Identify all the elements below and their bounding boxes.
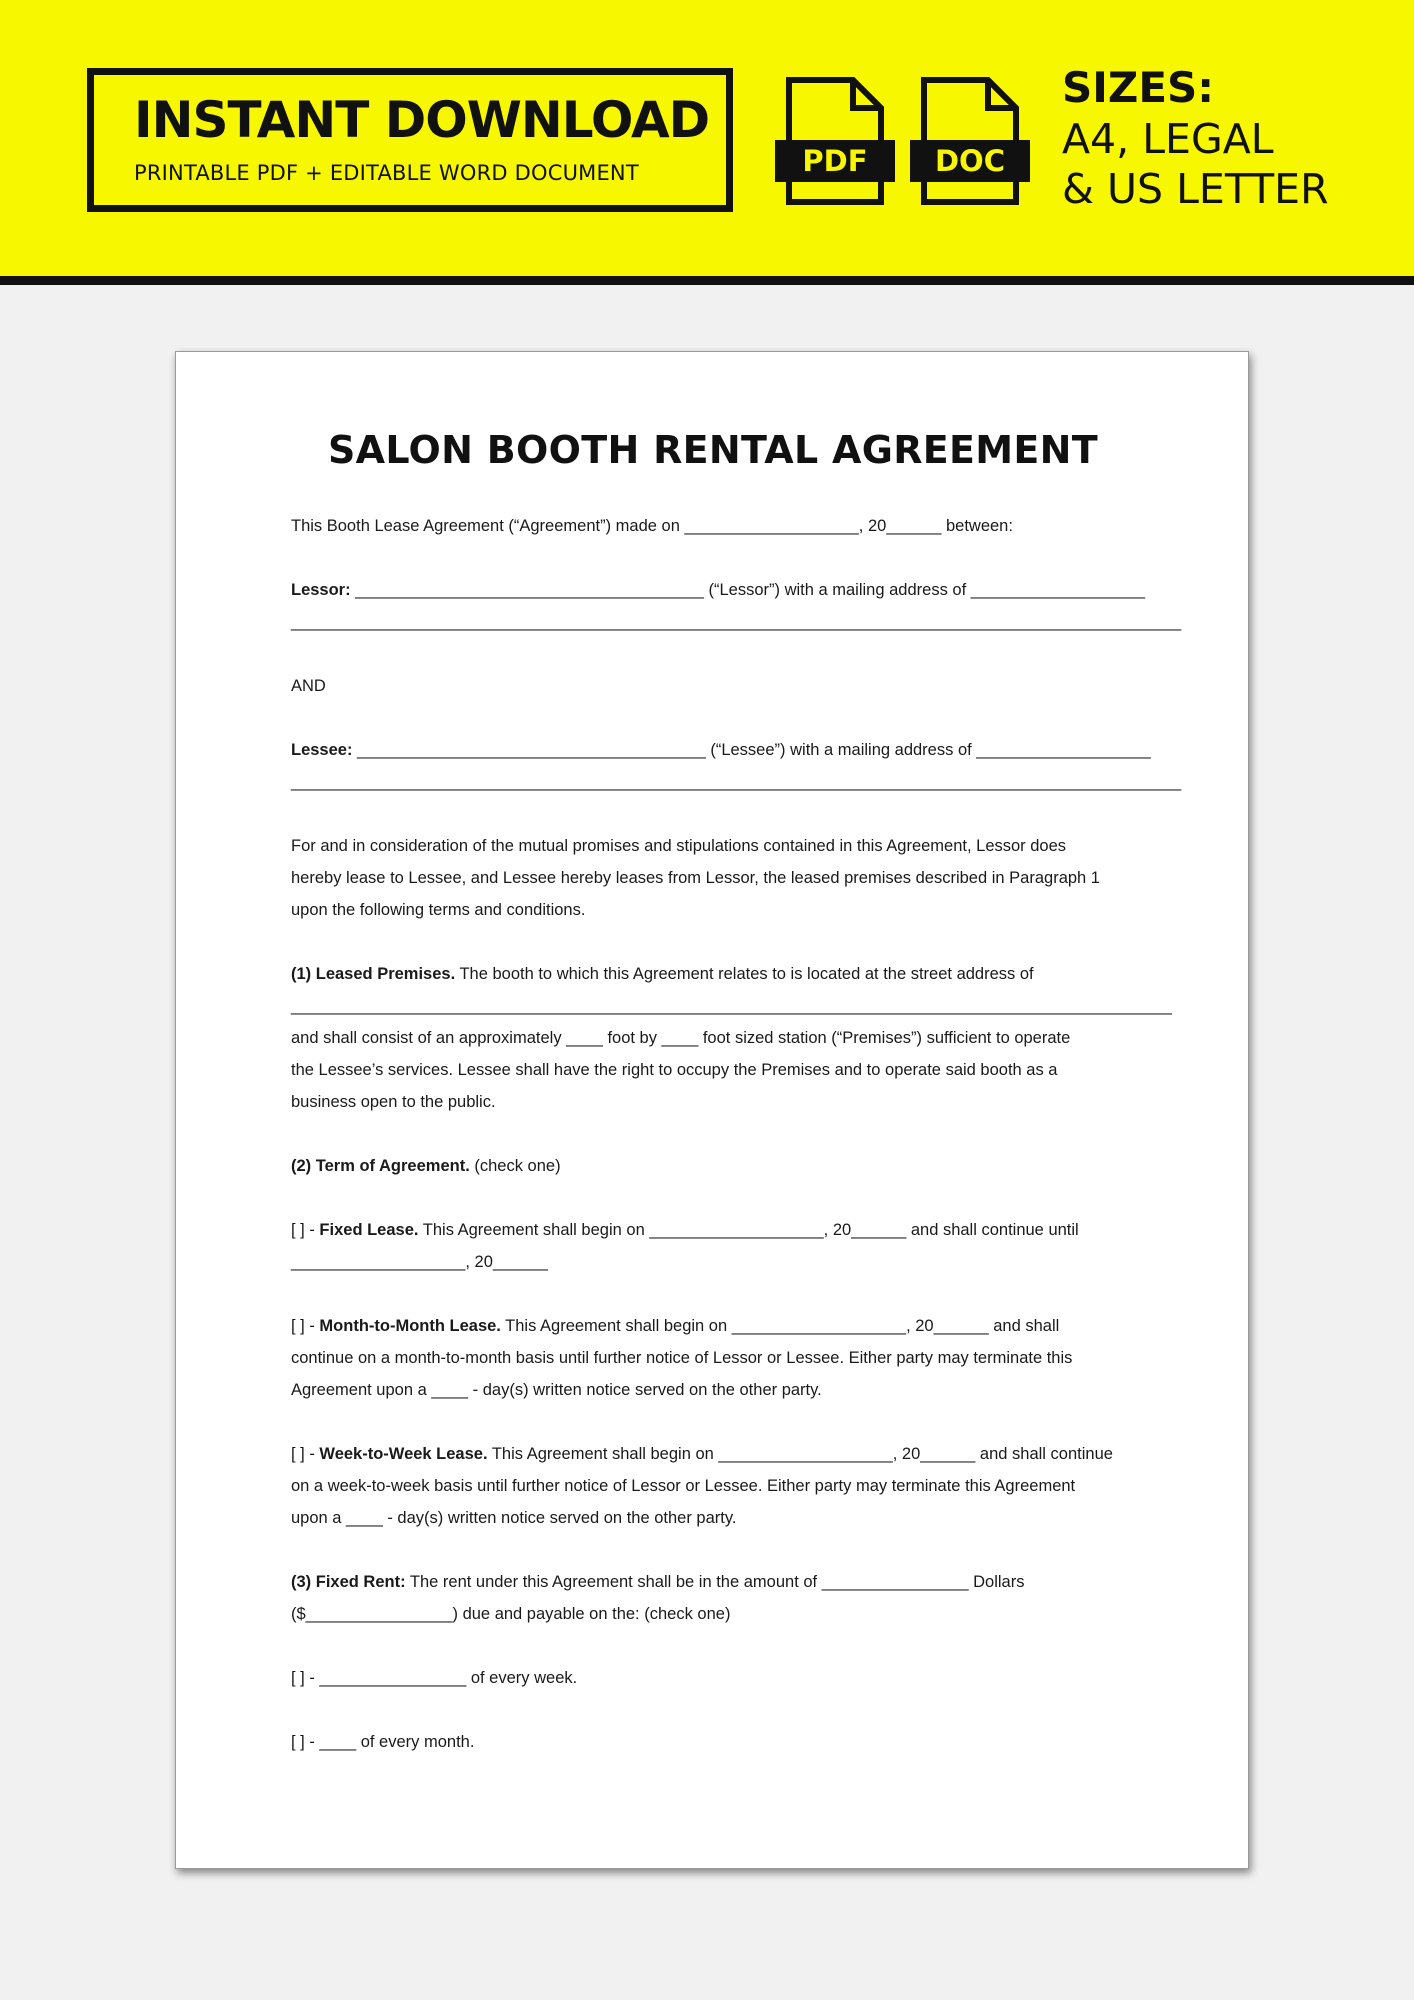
month-lease-option <box>291 1310 1151 1342</box>
section-1-text: The booth to which this Agreement relates to is located at the street address of <box>455 965 1034 983</box>
week-lease-text: This Agreement shall begin on ___________________, 20______ and shall continue <box>487 1445 1113 1463</box>
week-lease-option <box>291 1438 1151 1470</box>
document-page <box>175 351 1249 1869</box>
fixed-rent-heading <box>291 1566 1151 1598</box>
download-subtitle: PRINTABLE PDF + EDITABLE WORD DOCUMENT <box>134 161 639 185</box>
doc-file-icon <box>910 76 1030 206</box>
monthly-rent-option: [ ] - ____ of every month. <box>291 1733 475 1751</box>
document-title: SALON BOOTH RENTAL AGREEMENT <box>327 428 1098 472</box>
sizes-line-2: & US LETTER <box>1062 165 1329 213</box>
consideration-line: hereby lease to Lessee, and Lessee hereby leases from Lessor, the leased premises described in Paragraph 1 <box>291 869 1100 887</box>
lessor-line <box>291 574 1151 606</box>
sizes-info <box>1062 62 1329 214</box>
pdf-label: PDF <box>802 144 868 178</box>
lessee-line-2: _________________________________________________________________________________________________ <box>291 773 1182 791</box>
fixed-lease-option <box>291 1214 1151 1246</box>
week-lease-line: on a week-to-week basis until further notice of Lessor or Lessee. Either party may terminate this Agreement <box>291 1477 1076 1495</box>
lessee-line <box>291 734 1151 766</box>
week-lease-line: upon a ____ - day(s) written notice served on the other party. <box>291 1509 737 1527</box>
checkbox: [ ] - <box>291 1445 320 1463</box>
intro-line: This Booth Lease Agreement (“Agreement”) made on ___________________, 20______ between: <box>291 517 1013 535</box>
doc-label: DOC <box>934 144 1005 178</box>
download-title: INSTANT DOWNLOAD <box>134 91 710 149</box>
lessor-label: Lessor: <box>291 581 351 599</box>
month-lease-label: Month-to-Month Lease. <box>319 1317 501 1335</box>
month-lease-line: Agreement upon a ____ - day(s) written notice served on the other party. <box>291 1381 822 1399</box>
checkbox: [ ] - <box>291 1317 320 1335</box>
consideration-line: upon the following terms and conditions. <box>291 901 586 919</box>
instant-download-box <box>87 68 733 212</box>
consideration-line: For and in consideration of the mutual promises and stipulations contained in this Agreement, Lessor does <box>291 837 1067 855</box>
fixed-rent-line-2: ($________________) due and payable on the: (check one) <box>291 1605 731 1623</box>
and-line: AND <box>291 677 326 695</box>
week-lease-label: Week-to-Week Lease. <box>319 1445 488 1463</box>
banner-divider <box>0 276 1414 285</box>
sizes-title: SIZES: <box>1062 63 1215 112</box>
section-1-label: (1) Leased Premises. <box>291 965 456 983</box>
leased-premises-line: business open to the public. <box>291 1093 496 1111</box>
sizes-line-1: A4, LEGAL <box>1062 115 1274 163</box>
section-3-text: The rent under this Agreement shall be in the amount of ________________ Dollars <box>405 1573 1025 1591</box>
leased-premises-line: the Lessee’s services. Lessee shall have the right to occupy the Premises and to operate said booth as a <box>291 1061 1058 1079</box>
pdf-file-icon <box>775 76 895 206</box>
lessee-label: Lessee: <box>291 741 353 759</box>
promo-banner <box>0 0 1414 276</box>
fixed-lease-line-2: ___________________, 20______ <box>291 1253 548 1271</box>
term-heading <box>291 1150 1151 1182</box>
section-2-label: (2) Term of Agreement. <box>291 1157 470 1175</box>
lessee-text: ______________________________________ (“Lessee”) with a mailing address of ___________________ <box>352 741 1151 759</box>
section-3-label: (3) Fixed Rent: <box>291 1573 406 1591</box>
lessor-text: ______________________________________ (“Lessor”) with a mailing address of ___________________ <box>350 581 1146 599</box>
checkbox: [ ] - <box>291 1221 320 1239</box>
section-2-text: (check one) <box>469 1157 561 1175</box>
lessor-line-2: _________________________________________________________________________________________________ <box>291 613 1182 631</box>
leased-premises-line: ________________________________________________________________________________________________ <box>291 997 1172 1015</box>
fixed-lease-label: Fixed Lease. <box>319 1221 419 1239</box>
month-lease-text: This Agreement shall begin on ___________________, 20______ and shall <box>500 1317 1060 1335</box>
month-lease-line: continue on a month-to-month basis until further notice of Lessor or Lessee. Either party may terminate this <box>291 1349 1073 1367</box>
leased-premises-line: and shall consist of an approximately ____ foot by ____ foot sized station (“Premises”) sufficient to operate <box>291 1029 1071 1047</box>
fixed-lease-text: This Agreement shall begin on ___________________, 20______ and shall continue until <box>418 1221 1079 1239</box>
leased-premises-heading <box>291 958 1151 990</box>
weekly-rent-option: [ ] - ________________ of every week. <box>291 1669 578 1687</box>
